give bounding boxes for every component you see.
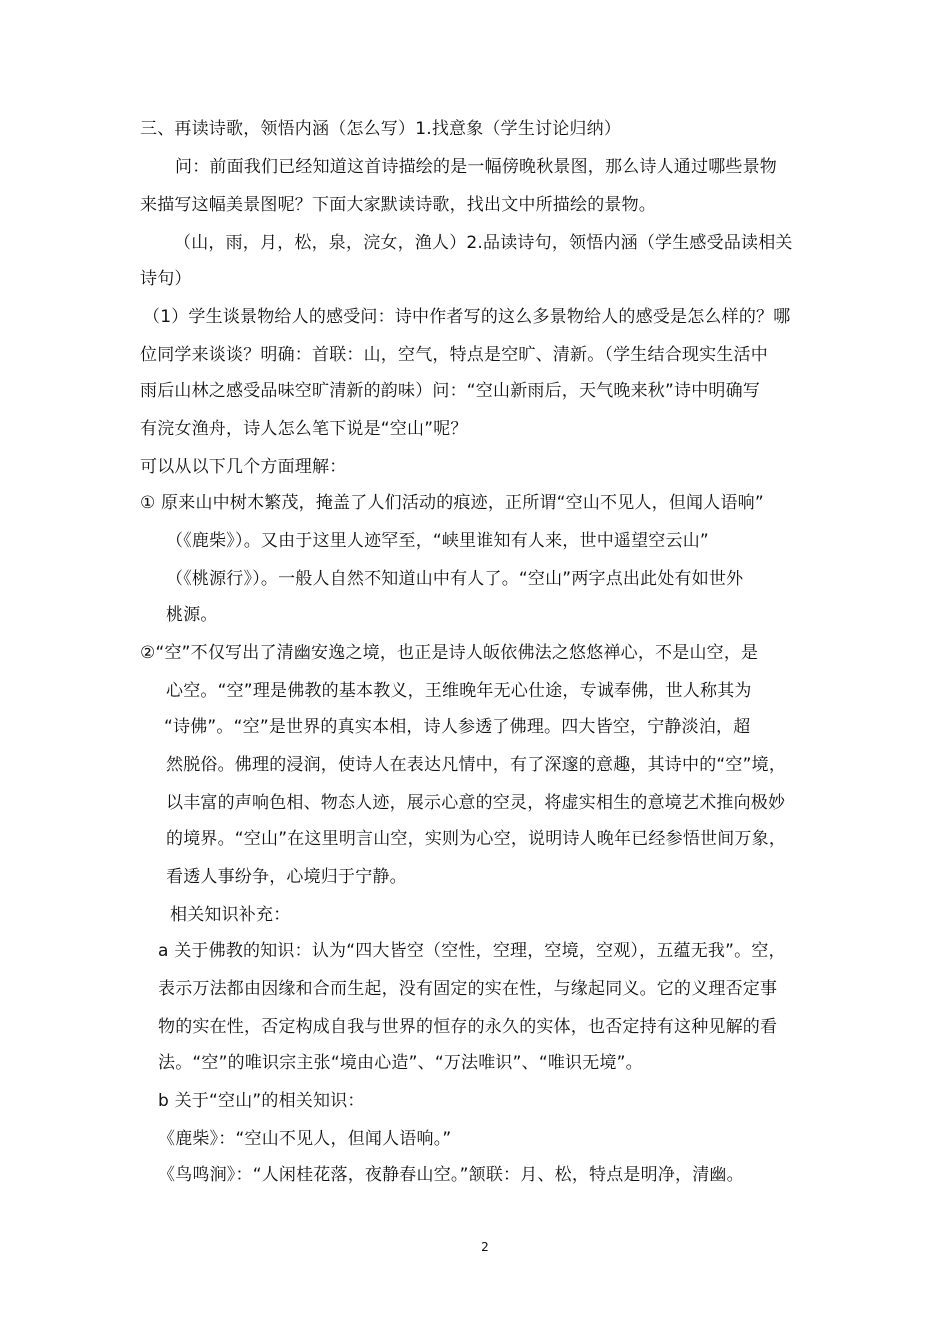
section-heading: 三、再读诗歌，领悟内涵（怎么写）1.找意象（学生讨论归纳） [140, 119, 622, 139]
list-item-line: 看透人事纷争，心境归于宁静。 [166, 867, 407, 887]
paragraph-line: 物的实在性，否定构成自我与世界的恒存的永久的实体，也否定持有这种见解的看 [158, 1017, 778, 1037]
paragraph-line: 法。“空”的唯识宗主张“境由心造”、“万法唯识”、“唯识无境”。 [158, 1053, 643, 1073]
paragraph-line: 《鹿柴》：“空山不见人，但闻人语响。” [158, 1129, 452, 1149]
paragraph-line: 来描写这幅美景图呢？下面大家默读诗歌，找出文中所描绘的景物。 [140, 195, 656, 215]
paragraph-line: 有浣女渔舟，诗人怎么笔下说是“空山”呢？ [140, 419, 468, 439]
list-item-line: 桃源。 [166, 605, 218, 625]
list-item-line: 以丰富的声响色相、物态人迹，展示心意的空灵，将虚实相生的意境艺术推向极妙 [166, 793, 786, 813]
paragraph-line: 诗句） [140, 269, 192, 289]
paragraph-line: 表示万法都由因缘和合而生起，没有固定的实在性，与缘起同义。它的义理否定事 [158, 979, 778, 999]
list-item-line: ① 原来山中树木繁茂，掩盖了人们活动的痕迹，正所谓“空山不见人，但闻人语响” [140, 493, 764, 513]
subheading: 相关知识补充： [170, 905, 291, 925]
paragraph-line: （山，雨，月，松，泉，浣女，渔人）2.品读诗句，领悟内涵（学生感受品读相关 [174, 233, 793, 253]
paragraph-line: 位同学来谈谈？明确：首联：山，空气，特点是空旷、清新。（学生结合现实生活中 [140, 345, 768, 365]
paragraph-line: 雨后山林之感受品味空旷清新的韵味）问：“空山新雨后，天气晚来秋”诗中明确写 [140, 381, 761, 401]
list-item-line: ②“空”不仅写出了清幽安逸之境，也正是诗人皈依佛法之悠悠禅心，不是山空，是 [140, 643, 759, 663]
paragraph-line: b 关于“空山”的相关知识： [158, 1091, 365, 1111]
paragraph-line: 可以从以下几个方面理解： [140, 457, 347, 477]
page-number: 2 [481, 1240, 489, 1254]
paragraph-line: 问：前面我们已经知道这首诗描绘的是一幅傍晚秋景图，那么诗人通过哪些景物 [175, 157, 777, 177]
list-item-line: 的境界。“空山”在这里明言山空，实则为心空，说明诗人晚年已经参悟世间万象， [166, 829, 787, 849]
list-item-line: （《鹿柴》）。又由于这里人迹罕至，“峡里谁知有人来，世中遥望空云山” [166, 531, 709, 551]
paragraph-line: 《鸟鸣涧》：“人闲桂花落，夜静春山空。”颔联：月、松，特点是明净，清幽。 [158, 1165, 744, 1185]
paragraph-line: a 关于佛教的知识：认为“四大皆空（空性，空理，空境，空观），五蕴无我”。空， [158, 941, 786, 961]
paragraph-line: （1）学生谈景物给人的感受问：诗中作者写的这么多景物给人的感受是怎么样的？哪 [143, 307, 791, 327]
list-item-line: 然脱俗。佛理的浸润，使诗人在表达凡情中，有了深邃的意趣，其诗中的“空”境， [166, 755, 787, 775]
list-item-line: （《桃源行》）。一般人自然不知道山中有人了。“空山”两字点出此处有如世外 [166, 569, 744, 589]
list-item-line: “诗佛”。“空”是世界的真实本相，诗人参透了佛理。四大皆空，宁静淡泊，超 [164, 717, 751, 737]
list-item-line: 心空。“空”理是佛教的基本教义，王维晚年无心仕途，专诚奉佛，世人称其为 [166, 681, 752, 701]
